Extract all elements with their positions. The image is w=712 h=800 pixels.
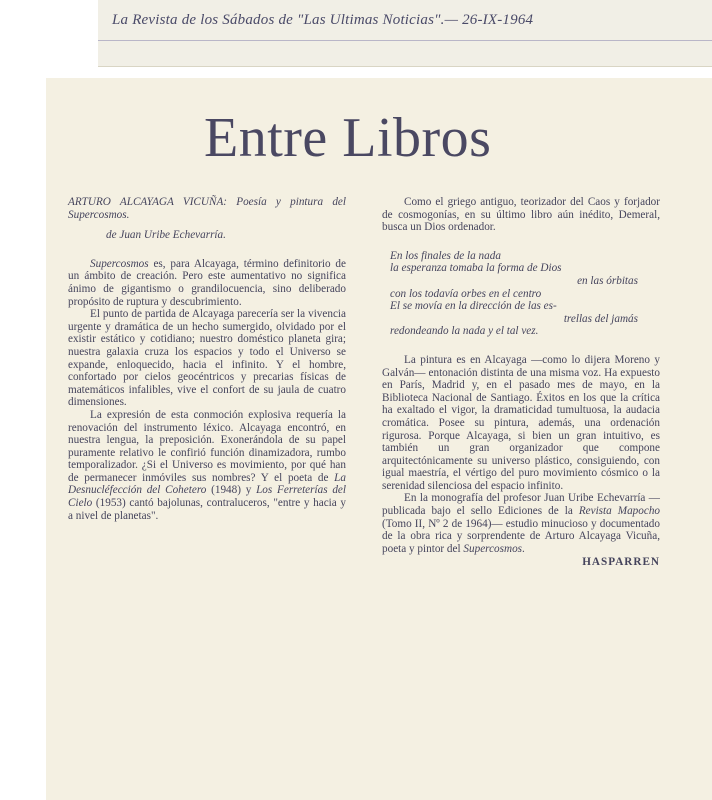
poem-line: En los finales de la nada <box>390 249 501 262</box>
left-column <box>68 196 346 522</box>
masthead-strip <box>98 0 712 67</box>
right-paragraph-3: En la monografía del profesor Juan Uribe Echevarría —publicada bajo el sello Ediciones de la Revista Mapocho (Tomo II, Nº 2 de 1964)— estudio minucioso y documentado de la obra rica y sorprendente de Arturo Alcayaga Vicuña, poeta y pintor del Supercosmos. <box>382 492 661 555</box>
right-paragraph-1: Como el griego antiguo, teorizador del Caos y forjador de cosmogonías, en su último libro aún inédito, Demeral, busca un Dios ordenador. <box>382 196 660 234</box>
poem-line: El se movía en la dirección de las es- <box>390 300 557 313</box>
masthead-rule <box>98 40 712 41</box>
article-title: Entre Libros <box>204 107 492 169</box>
newspaper-clipping <box>46 78 712 800</box>
poem-line: redondeando la nada y el tal vez. <box>390 325 539 338</box>
poem-excerpt <box>382 250 660 338</box>
left-paragraph-3: La expresión de esta conmoción explosiva requería la renovación del instrumento léxico. Alcayaga encontró, en nuestra lengua, la preposición. Exonerándola de su papel puramente relativo le confirió función dinamizadora, rumbo temporalizador. ¿Si el Universo es movimiento, por qué han de permanecer inmóviles sus nombres? Y el poeta de La Desnucléfección del Cohetero (1948) y Los Ferreterías del Cielo (1953) cantó bajolunas, contraluceros, "entre y hacia y a nivel de planetas". <box>68 408 346 522</box>
poem-line: en las órbitas <box>577 274 638 287</box>
masthead-text: La Revista de los Sábados de "Las Ultimas Noticias".— 26-IX-1964 <box>112 12 534 28</box>
signature: HASPARREN <box>582 556 660 569</box>
book-author: ARTURO ALCAYAGA VICUÑA: <box>68 196 227 208</box>
poem-line: la esperanza tomaba la forma de Dios <box>390 262 562 275</box>
left-paragraph-1: Supercosmos es, para Alcayaga, término definitorio de un ámbito de creación. Pero este aumentativo no significa ánimo de gigantismo o grandilocuencia, sino deliberado propósito de ruptura y descubrimiento. <box>68 257 346 308</box>
left-paragraph-2: El punto de partida de Alcayaga parecería ser la vivencia urgente y dramática de un hecho sumergido, olvidado por el existir estático y cotidiano; nuestro doméstico planeta gira; nuestra galaxia cruza los espacios y todo el Universo se expande, enloquecido, hacia el infinito. Y el hombre, confortado por cielos geocéntricos y precarias físicas de matemáticos infalibles, vive el confort de su jaula de cuatro dimensiones. <box>68 308 346 409</box>
book-title: Poesía y pintura del Supercosmos. <box>68 196 346 221</box>
book-heading <box>68 196 346 221</box>
byline: de Juan Uribe Echevarría. <box>106 229 226 242</box>
right-column <box>382 196 660 569</box>
right-paragraph-2: La pintura es en Alcayaga —como lo dijera Moreno y Galván— entonación distinta de una misma voz. Ha expuesto en París, Madrid y, en el pasado mes de mayo, en la Biblioteca Nacional de Santiago. Éxitos en los que la crítica ha exaltado el vigor, la dramaticidad tumultuosa, la audacia cromática. Posee su pintura, además, una ordenación rigurosa. Porque Alcayaga, si bien un gran intuitivo, es también un gran organizador que compone arquitectónicamente su universo plástico, consiguiendo, con igual maestría, el vértigo del puro movimiento cósmico o la serenidad silenciosa del espacio infinito. <box>382 353 660 492</box>
poem-line: trellas del jamás <box>563 312 638 325</box>
poem-line: con los todavía orbes en el centro <box>390 287 542 300</box>
